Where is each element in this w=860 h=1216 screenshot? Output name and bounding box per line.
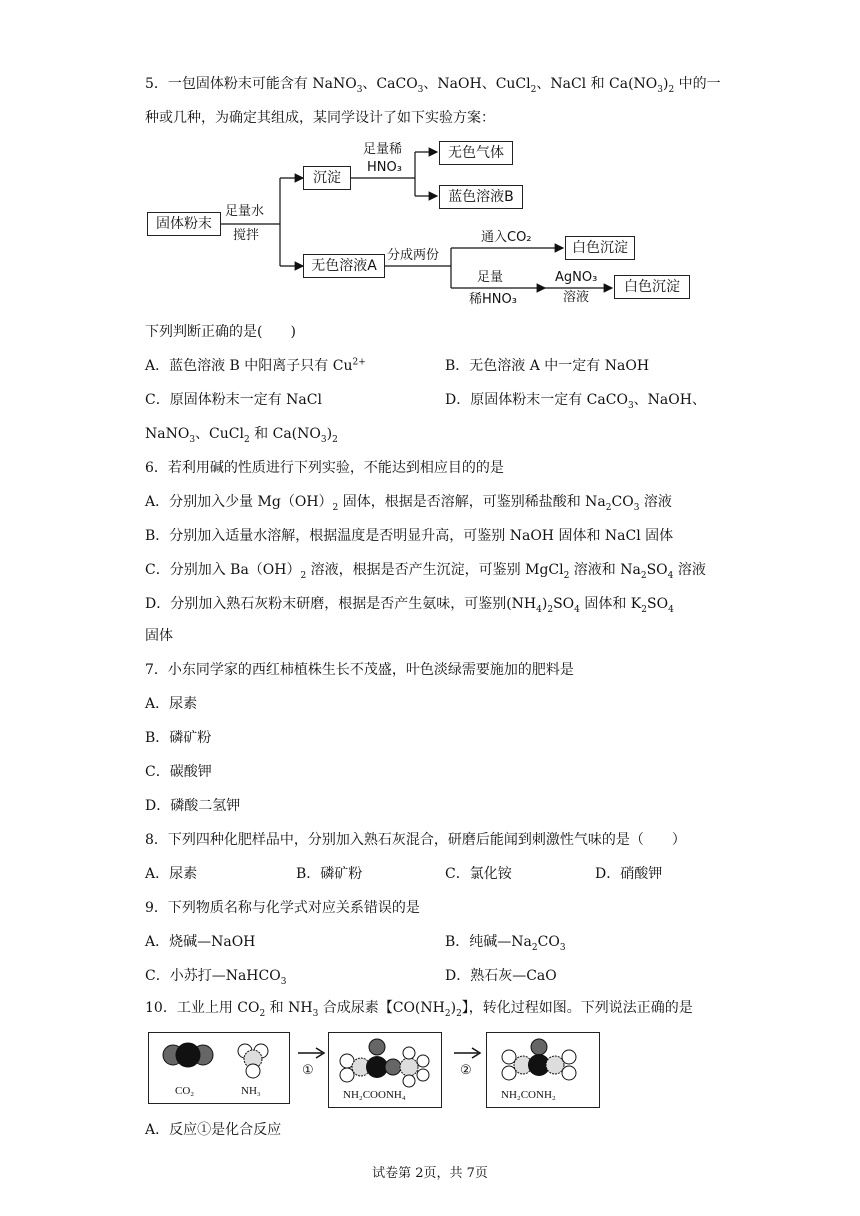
q6-option-d: D．分别加入熟石灰粉末研磨，根据是否产生氨味，可鉴别$(NH_4)_2SO_4$ 固体和 $K_2SO_4$ (145, 596, 674, 615)
label-nh2coonh4: NH₂COONH₄ (343, 1089, 406, 1101)
flow-acid2-label: 足量 (477, 270, 504, 285)
label-co2: CO₂ (175, 1085, 195, 1097)
q5-option-d-cont: NaNO$_3$、CuCl$_2$ 和 $Ca(NO_3)_2$ (145, 426, 338, 445)
arrow-step2 (452, 1046, 482, 1060)
molecule-panel-product (486, 1032, 600, 1108)
flow-water-label: 足量水 (225, 204, 265, 219)
flow-gas-box: 无色气体 (439, 141, 513, 165)
molecule-panel-reactants (148, 1032, 290, 1104)
q6-option-a: A．分别加入少量 $Mg(OH)_2$ 固体，根据是否溶解，可鉴别稀盐酸和 $Na_2CO_3$ 溶液 (145, 494, 672, 513)
flow-agno3-label: AgNO₃ (555, 270, 598, 285)
flow-hno3-label: HNO₃ (367, 160, 402, 175)
q5-stem: 下列判断正确的是( ) (145, 324, 296, 340)
q9-option-d: D．熟石灰—CaO (445, 968, 557, 984)
q7-option-b: B．磷矿粉 (145, 730, 212, 746)
q9-option-a: A．烧碱—NaOH (145, 934, 256, 950)
flow-agno3-sol-label: 溶液 (563, 290, 590, 305)
q5-option-c: C．原固体粉末一定有 NaCl (145, 392, 322, 408)
q8-option-a: A．尿素 (145, 866, 198, 882)
q7-stem: 7．小东同学家的西红柿植株生长不茂盛，叶色淡绿需要施加的肥料是 (145, 662, 574, 678)
q8-option-c: C．氯化铵 (445, 866, 512, 882)
flow-white2-box: 白色沉淀 (614, 275, 690, 299)
q5-option-d: D．原固体粉末一定有 CaCO$_3$、NaOH、 (445, 392, 706, 411)
flow-precip-box: 沉淀 (303, 166, 351, 190)
molecule-co2-nh3-drawing (149, 1033, 289, 1103)
q6-option-c: C．分别加入 $Ba(OH)_2$ 溶液，根据是否产生沉淀，可鉴别 MgCl$_2$ 溶液和 $Na_2SO_4$ 溶液 (145, 562, 706, 581)
step1-label: ① (302, 1062, 314, 1077)
label-nh3: NH₃ (241, 1085, 261, 1097)
q5-option-a: A．蓝色溶液 B 中阳离子只有 $Cu^{2+}$ (145, 357, 366, 374)
step2-label: ② (460, 1062, 472, 1077)
q9-option-c: C．小苏打—NaHCO$_3$ (145, 968, 287, 987)
molecule-panel-intermediate (328, 1032, 442, 1108)
q6-option-d-cont: 固体 (145, 628, 173, 644)
q10-option-a: A．反应①是化合反应 (145, 1122, 282, 1138)
flow-stir-label: 搅拌 (233, 228, 260, 243)
q8-stem: 8．下列四种化肥样品中，分别加入熟石灰混合，研磨后能闻到刺激性气味的是（ ） (145, 832, 686, 848)
q7-option-a: A．尿素 (145, 696, 198, 712)
flow-co2-label: 通入CO₂ (481, 230, 532, 245)
flow-acid-label: 足量稀 (363, 142, 403, 157)
flow-split-label: 分成两份 (387, 248, 440, 263)
q5-option-b: B．无色溶液 A 中一定有 NaOH (445, 358, 650, 374)
q8-option-d: D．硝酸钾 (595, 866, 663, 882)
q9-stem: 9．下列物质名称与化学式对应关系错误的是 (145, 900, 420, 916)
q6-option-b: B．分别加入适量水溶解，根据温度是否明显升高，可鉴别 NaOH 固体和 NaCl 固体 (145, 528, 674, 544)
q5-flowchart (145, 138, 705, 310)
arrow-step1 (296, 1046, 326, 1060)
page-footer: 试卷第 2页，共 7页 (372, 1166, 488, 1181)
q9-option-b: B．纯碱$—Na_2CO_3$ (445, 934, 566, 953)
q5-intro-line1: 5．一包固体粉末可能含有 NaNO$_3$、CaCO$_3$、NaOH、CuCl$_2$、NaCl 和 $Ca(NO_3)_2$ 中的一 (145, 76, 721, 95)
q7-option-d: D．磷酸二氢钾 (145, 798, 241, 814)
label-nh2conh2: NH₂CONH₂ (501, 1089, 556, 1101)
flow-blue-box: 蓝色溶液B (439, 185, 523, 209)
q7-option-c: C．碳酸钾 (145, 764, 212, 780)
q10-stem: 10．工业上用 $CO_2$ 和 $NH_3$ 合成尿素【$CO(NH_2)_2$】，转化过程如图。下列说法正确的是 (145, 1000, 693, 1019)
flow-white1-box: 白色沉淀 (565, 236, 635, 260)
q5-intro-line2: 种或几种，为确定其组成，某同学设计了如下实验方案： (145, 110, 495, 126)
flow-solid-box: 固体粉末 (147, 212, 221, 236)
q6-stem: 6．若利用碱的性质进行下列实验，不能达到相应目的的是 (145, 460, 504, 476)
flow-hno3b-label: 稀HNO₃ (469, 292, 517, 307)
flow-solA-box: 无色溶液A (303, 254, 385, 278)
q8-option-b: B．磷矿粉 (296, 866, 363, 882)
